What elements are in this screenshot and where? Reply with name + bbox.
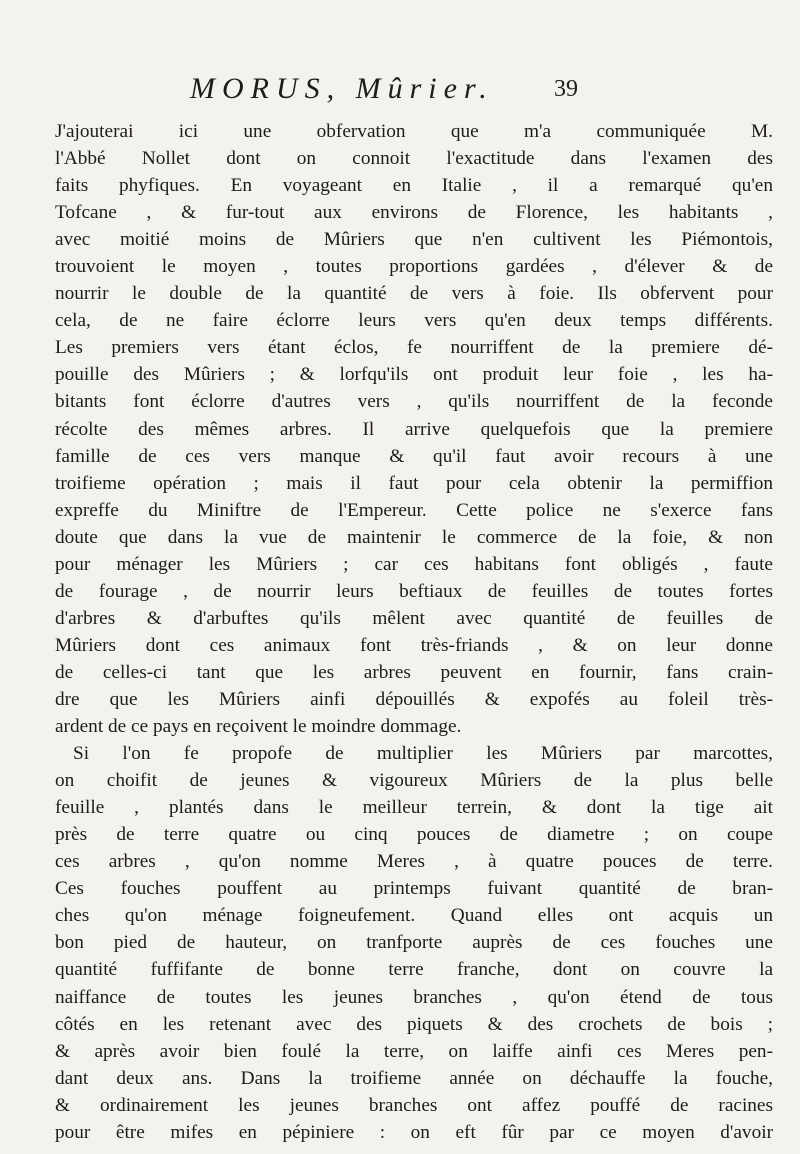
text-line: dant deux ans. Dans la troifieme année on déchauffe la fouche, <box>55 1067 773 1089</box>
text-line: J'ajouterai ici une obfervation que m'a communiquée M. <box>55 121 773 142</box>
text-line: d'arbres & d'arbuftes qu'ils mêlent avec quantité de feuilles de <box>55 607 773 629</box>
text-line: feuille , plantés dans le meilleur terrein, & dont la tige ait <box>55 797 773 819</box>
text-line: nourrir le double de la quantité de vers à foie. Ils obfervent pour <box>55 283 773 305</box>
text-line: ches qu'on ménage foigneufement. Quand elles ont acquis un <box>55 905 773 927</box>
text-line: on choifit de jeunes & vigoureux Mûriers de la plus belle <box>55 770 773 792</box>
text-line: de fourage , de nourrir leurs beftiaux de feuilles de toutes fortes <box>55 580 773 602</box>
text-line: & après avoir bien foulé la terre, on laiffe ainfi ces Meres pen- <box>55 1040 773 1062</box>
running-head <box>0 72 800 112</box>
text-line: Mûriers dont ces animaux font très-friands , & on leur donne <box>55 634 773 656</box>
text-line: trouvoient le moyen , toutes proportions gardées , d'élever & de <box>55 256 773 278</box>
text-line: Ces fouches pouffent au printemps fuivant quantité de bran- <box>55 878 773 900</box>
body-text <box>55 118 773 1146</box>
text-line: troifieme opération ; mais il faut pour cela obtenir la permiffion <box>55 472 773 494</box>
text-line: faits phyfiques. En voyageant en Italie , il a remarqué qu'en <box>55 175 773 197</box>
text-line: Si l'on fe propofe de multiplier les Mûriers par marcottes, <box>73 743 773 765</box>
text-line: ces arbres , qu'on nomme Meres , à quatre pouces de terre. <box>55 851 773 873</box>
text-line: dre que les Mûriers ainfi dépouillés & expofés au foleil très- <box>55 688 773 710</box>
text-line: ardent de ce pays en reçoivent le moindre dommage. <box>55 716 462 738</box>
text-line: récolte des mêmes arbres. Il arrive quelquefois que la premiere <box>55 418 773 440</box>
text-line: pour ménager les Mûriers ; car ces habitans font obligés , faute <box>55 553 773 575</box>
text-line: quantité fuffifante de bonne terre franche, dont on couvre la <box>55 959 773 981</box>
text-line: l'Abbé Nollet dont on connoit l'exactitude dans l'examen des <box>55 148 773 170</box>
text-line: cela, de ne faire éclorre leurs vers qu'en deux temps différents. <box>55 310 773 332</box>
text-line: Les premiers vers étant éclos, fe nourriffent de la premiere dé- <box>55 337 773 359</box>
text-line: de celles-ci tant que les arbres peuvent en fournir, fans crain- <box>55 661 773 683</box>
text-line: bitants font éclorre d'autres vers , qu'ils nourriffent de la feconde <box>55 391 773 413</box>
text-line: avec moitié moins de Mûriers que n'en cultivent les Piémontois, <box>55 229 773 251</box>
text-line: famille de ces vers manque & qu'il faut avoir recours à une <box>55 445 773 467</box>
page-number: 39 <box>554 76 578 102</box>
text-line: Tofcane , & fur-tout aux environs de Florence, les habitants , <box>55 202 773 224</box>
text-line: & ordinairement les jeunes branches ont affez pouffé de racines <box>55 1094 773 1116</box>
text-line: bon pied de hauteur, on tranfporte auprès de ces fouches une <box>55 932 773 954</box>
text-line: près de terre quatre ou cinq pouces de diametre ; on coupe <box>55 824 773 846</box>
text-line: pour être mifes en pépiniere : on eft fûr par ce moyen d'avoir <box>55 1121 773 1143</box>
text-line: côtés en les retenant avec des piquets & des crochets de bois ; <box>55 1013 773 1035</box>
running-head-title: MORUS, Mûrier. <box>190 72 494 105</box>
text-line: pouille des Mûriers ; & lorfqu'ils ont produit leur foie , les ha- <box>55 364 773 386</box>
text-line: expreffe du Miniftre de l'Empereur. Cette police ne s'exerce fans <box>55 499 773 521</box>
text-line: doute que dans la vue de maintenir le commerce de la foie, & non <box>55 526 773 548</box>
text-line: naiffance de toutes les jeunes branches , qu'on étend de tous <box>55 986 773 1008</box>
